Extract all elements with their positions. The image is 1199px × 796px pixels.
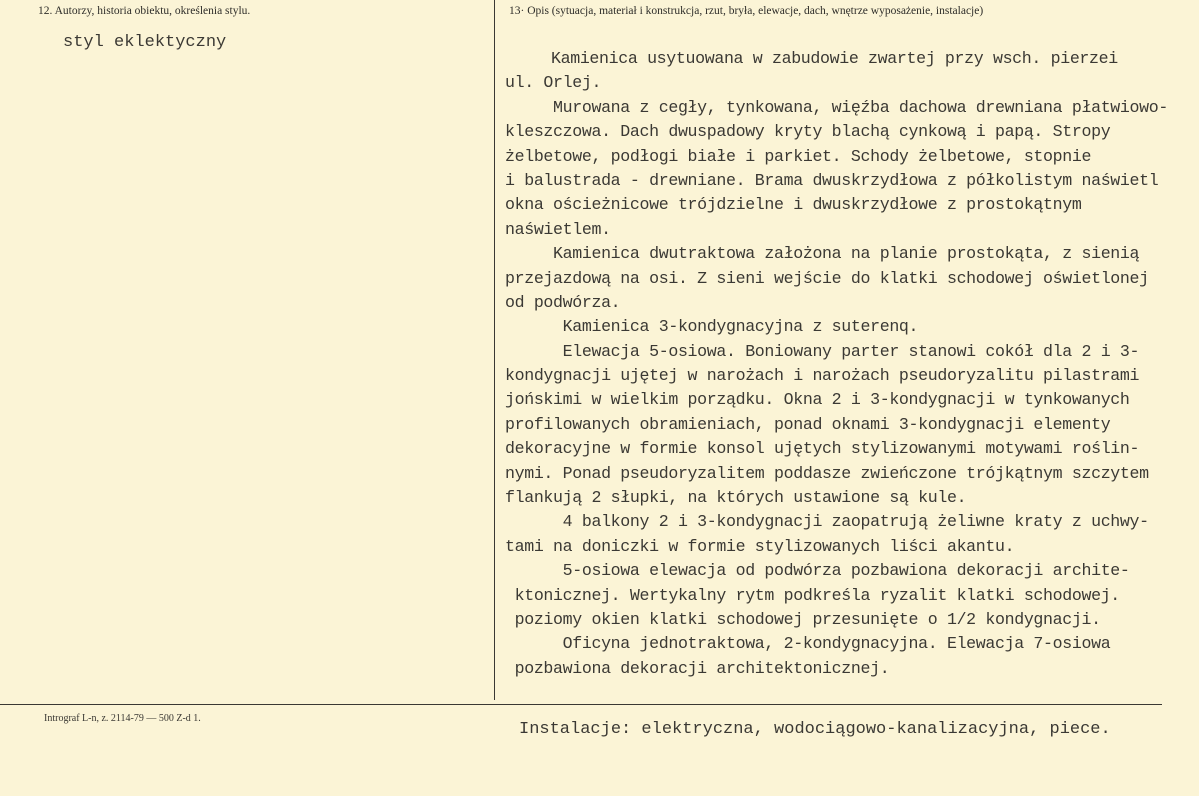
printer-imprint: Intrograf L-n, z. 2114-79 — 500 Z-d 1.: [44, 713, 201, 724]
description-line: Oficyna jednotraktowa, 2-kondygnacyjna. Elewacja 7-osiowa: [505, 634, 1111, 654]
column-divider: [494, 0, 495, 700]
footer-divider: [0, 704, 1162, 705]
description-line: jońskimi w wielkim porządku. Okna 2 i 3-kondygnacji w tynkowanych: [505, 390, 1130, 410]
description-line: Kamienica dwutraktowa założona na planie prostokąta, z sienią: [505, 244, 1140, 264]
description-line: żelbetowe, podłogi białe i parkiet. Schody żelbetowe, stopnie: [505, 146, 1092, 166]
description-line: Elewacja 5-osiowa. Boniowany parter stanowi cokół dla 2 i 3-: [505, 341, 1140, 361]
description-line: Murowana z cegły, tynkowana, więźba dachowa drewniana płatwiowo-: [505, 97, 1168, 117]
description-line: i balustrada - drewniane. Brama dwuskrzydłowa z półkolistym naświetl: [505, 170, 1159, 190]
object-description: [505, 47, 1199, 681]
description-line: ul. Orlej.: [505, 73, 602, 93]
description-line: poziomy okien klatki schodowej przesunięte o 1/2 kondygnacji.: [505, 609, 1101, 629]
description-line: dekoracyjne w formie konsol ujętych stylizowanymi motywami roślin-: [505, 439, 1140, 459]
description-line: ktonicznej. Wertykalny rytm podkreśla ryzalit klatki schodowej.: [505, 585, 1120, 605]
description-line: pozbawiona dekoracji architektonicznej.: [505, 658, 890, 678]
section-13-header: 13· Opis (sytuacja, materiał i konstrukcja, rzut, bryła, elewacje, dach, wnętrze wyposażenie, instalacje): [509, 5, 984, 17]
description-line: kondygnacji ujętej w narożach i narożach pseudoryzalitu pilastrami: [505, 366, 1140, 386]
description-line: 5-osiowa elewacja od podwórza pozbawiona dekoracji archite-: [505, 561, 1130, 581]
description-line: przejazdową na osi. Z sieni wejście do klatki schodowej oświetlonej: [505, 268, 1149, 288]
description-line: od podwórza.: [505, 292, 621, 312]
style-description: styl eklektyczny: [63, 33, 227, 52]
description-line: nymi. Ponad pseudoryzalitem poddasze zwieńczone trójkątnym szczytem: [505, 463, 1149, 483]
description-line: Kamienica usytuowana w zabudowie zwartej przy wsch. pierzei: [551, 49, 1118, 68]
description-line: tami na doniczki w formie stylizowanych liści akantu.: [505, 536, 1015, 556]
description-line: naświetlem.: [505, 219, 611, 239]
description-line: Kamienica 3-kondygnacyjna z suterenq.: [505, 317, 919, 337]
description-line: flankują 2 słupki, na których ustawione są kule.: [505, 488, 967, 508]
section-12-header: 12. Autorzy, historia obiektu, określenia stylu.: [38, 5, 251, 17]
description-line: kleszczowa. Dach dwuspadowy kryty blachą cynkową i papą. Stropy: [505, 122, 1111, 142]
description-line: profilowanych obramieniach, ponad oknami 3-kondygnacji elementy: [505, 414, 1111, 434]
installations-line: Instalacje: elektryczna, wodociągowo-kanalizacyjna, piece.: [519, 720, 1111, 739]
description-line: okna ościeżnicowe trójdzielne i dwuskrzydłowe z prostokątnym: [505, 195, 1082, 215]
description-line: 4 balkony 2 i 3-kondygnacji zaopatrują żeliwne kraty z uchwy-: [505, 512, 1149, 532]
